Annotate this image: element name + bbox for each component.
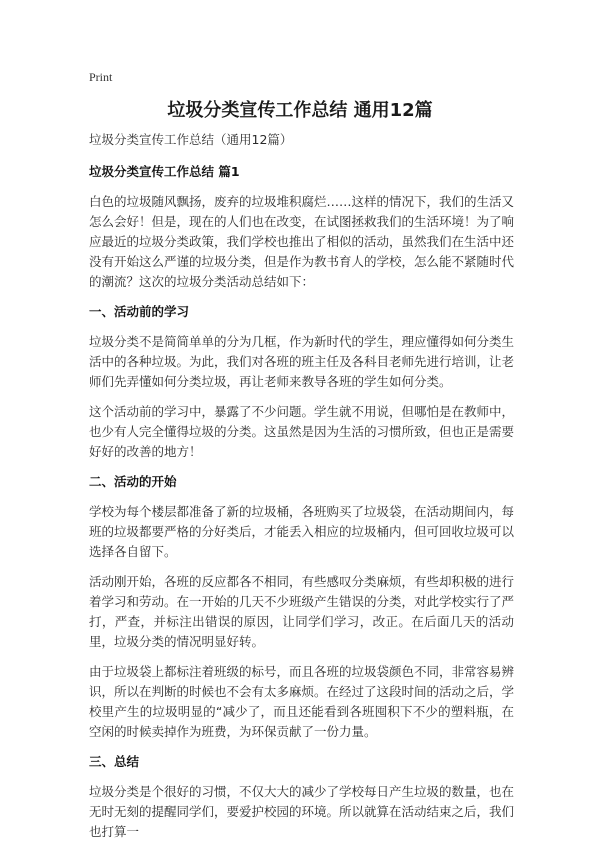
print-label: Print: [89, 70, 113, 84]
intro-paragraph: 白色的垃圾随风飘扬，废弃的垃圾堆积腐烂……这样的情况下，我们的生活又怎么会好！但是，现在的人们也在改变，在试图拯救我们的生活环境！为了响应最近的垃圾分类政策，我们学校也推出了相似的活动，虽然我们在生活中还没有开始这么严谨的垃圾分类，但是作为教书育人的学校，怎么能不紧随时代的潮流？这次的垃圾分类活动总结如下：: [89, 194, 515, 289]
section2-paragraph-3: 由于垃圾袋上都标注着班级的标号，而且各班的垃圾袋颜色不同，非常容易辨识，所以在判断的时候也不会有太多麻烦。在经过了这段时间的活动之后，学校里产生的垃圾明显的“减少了，而且还能看到各班囤积下不少的塑料瓶，在空闲的时候卖掉作为班费，为环保贡献了一份力量。: [89, 664, 515, 739]
section3-paragraph-1: 垃圾分类是个很好的习惯，不仅大大的减少了学校每日产生垃圾的数量，也在无时无刻的提醒同学们，要爱护校园的环境。所以就算在活动结束之后，我们也打算一: [89, 784, 515, 839]
section1-paragraph-1: 垃圾分类不是简简单单的分为几框，作为新时代的学生，理应懂得如何分类生活中的各种垃圾。为此，我们对各班的班主任及各科目老师先进行培训，让老师们先弄懂如何分类垃圾，再让老师来教导各班的学生如何分类。: [89, 334, 515, 389]
section-heading-3: 三、总结: [89, 754, 140, 769]
section1-paragraph-2: 这个活动前的学习中，暴露了不少问题。学生就不用说，但哪怕是在教师中，也少有人完全懂得垃圾的分类。这虽然是因为生活的习惯所致，但也正是需要好好的改善的地方！: [89, 404, 515, 459]
section-heading-2: 二、活动的开始: [89, 474, 177, 489]
section2-paragraph-1: 学校为每个楼层都准备了新的垃圾桶，各班购买了垃圾袋，在活动期间内，每班的垃圾都要严格的分好类后，才能丢入相应的垃圾桶内，但可回收垃圾可以选择各自留下。: [89, 504, 515, 559]
section2-paragraph-2: 活动刚开始，各班的反应都各不相同，有些感叹分类麻烦，有些却积极的进行着学习和劳动。在一开始的几天不少班级产生错误的分类，对此学校实行了严打，严查，并标注出错误的原因，让同学们学习，改正。在后面几天的活动里，垃圾分类的情况明显好转。: [89, 574, 515, 649]
document-body: [89, 130, 514, 852]
article-heading: 垃圾分类宣传工作总结 篇1: [89, 164, 240, 179]
document-title: 垃圾分类宣传工作总结 通用12篇: [167, 100, 433, 121]
document-subtitle: 垃圾分类宣传工作总结（通用12篇）: [89, 132, 293, 147]
section-heading-1: 一、活动前的学习: [89, 304, 190, 319]
